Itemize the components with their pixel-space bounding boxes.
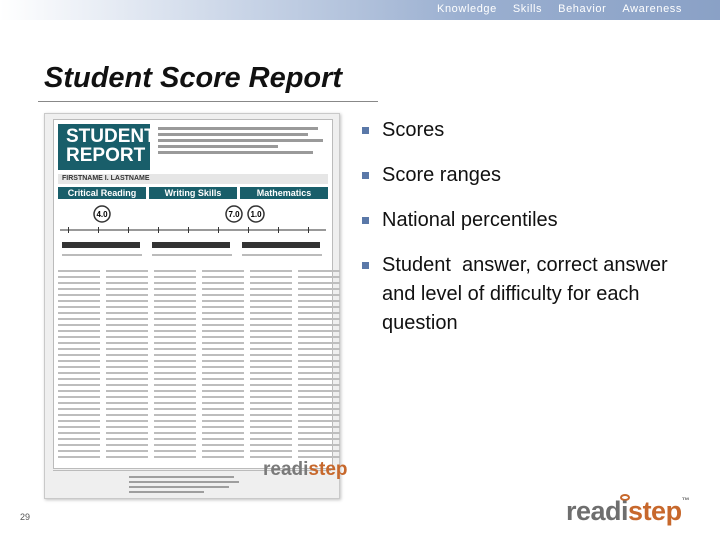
answer-table-col (106, 270, 148, 462)
nav-knowledge[interactable]: Knowledge (437, 3, 497, 15)
report-header-box (58, 124, 156, 170)
readistep-logo (566, 496, 689, 527)
top-nav (437, 3, 682, 15)
bullet-list (362, 116, 702, 354)
section-critical-reading: Critical Reading (58, 187, 146, 199)
bullet-item (362, 116, 702, 145)
nav-behavior[interactable]: Behavior (558, 3, 607, 15)
logo-part1: readi (566, 496, 629, 526)
section-writing-skills: Writing Skills (149, 187, 237, 199)
bullet-square-icon (362, 217, 369, 224)
section-mathematics: Mathematics (240, 187, 328, 199)
score-writing: 7.0 (228, 210, 240, 219)
logo-trademark: ™ (681, 496, 690, 505)
report-score-scales (58, 200, 328, 268)
report-logo-part1: readi (263, 459, 309, 480)
answer-table-col (202, 270, 244, 462)
nav-skills[interactable]: Skills (512, 3, 543, 15)
bullet-text: National percentiles (382, 209, 558, 231)
bullet-square-icon (362, 262, 369, 269)
bullet-text: Student answer, correct answer and level of difficulty for each question (382, 254, 674, 334)
answer-table-col (58, 270, 100, 462)
report-answer-tables (58, 270, 340, 462)
percentile-captions (62, 254, 322, 256)
bullet-item (362, 251, 702, 338)
page-number: 29 (20, 512, 31, 522)
percentile-bars (62, 242, 320, 248)
bullet-text: Score ranges (382, 164, 501, 186)
answer-table-col (298, 270, 340, 462)
bullet-text: Scores (382, 119, 445, 141)
bullet-item (362, 206, 702, 235)
report-header-line1: STUDENT (66, 126, 156, 147)
report-footer-note (129, 476, 239, 496)
top-nav-bar (0, 0, 720, 20)
page-title: Student Score Report (44, 62, 343, 94)
answer-table-col (250, 270, 292, 462)
score-math: 1.0 (250, 210, 262, 219)
report-page (53, 119, 333, 469)
nav-awareness[interactable]: Awareness (622, 3, 682, 15)
report-header-line2: REPORT (66, 145, 146, 166)
answer-table-col (154, 270, 196, 462)
report-section-tabs (58, 187, 328, 199)
report-logo (263, 459, 348, 481)
bullet-item (362, 161, 702, 190)
report-student-info (158, 127, 328, 157)
student-report-thumbnail (44, 113, 348, 499)
title-divider (38, 101, 378, 102)
report-logo-part2: step (308, 459, 348, 480)
bullet-square-icon (362, 172, 369, 179)
bullet-square-icon (362, 127, 369, 134)
logo-part2: step (628, 496, 682, 526)
score-reading: 4.0 (96, 210, 108, 219)
report-student-name: FIRSTNAME I. LASTNAME (58, 174, 328, 184)
